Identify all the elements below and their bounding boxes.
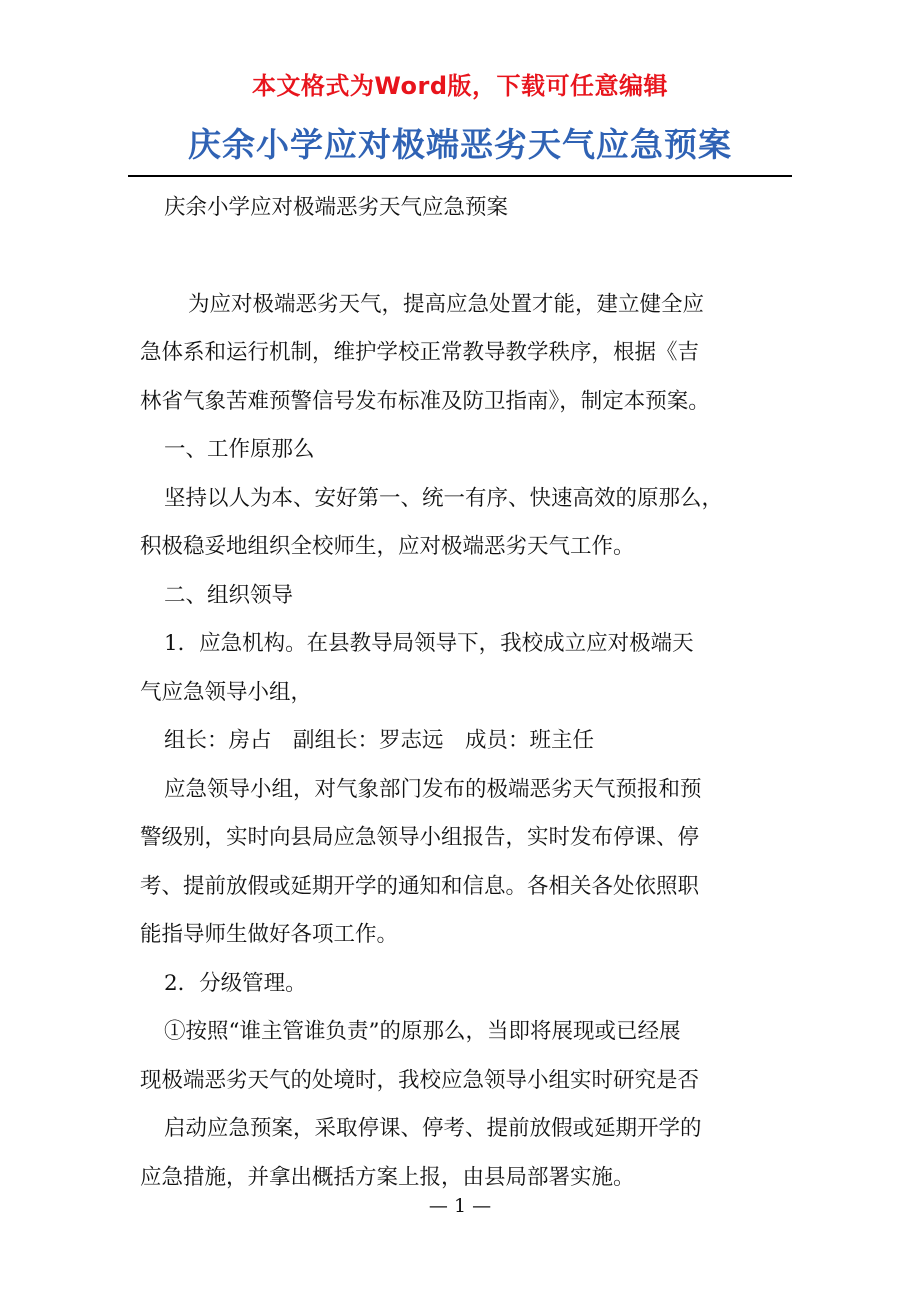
paragraph-line: 警级别，实时向县局应急领导小组报告，实时发布停课、停 xyxy=(140,825,700,850)
title-divider xyxy=(128,175,792,177)
paragraph-line: 应急领导小组，对气象部门发布的极端恶劣天气预报和预 xyxy=(164,776,702,802)
blank-line xyxy=(140,233,792,281)
page-number: — 1 — xyxy=(428,1195,492,1217)
paragraph-line: 能指导师生做好各项工作。 xyxy=(140,922,399,947)
paragraph-line: 组长：房占 副组长：罗志远 成员：班主任 xyxy=(164,728,595,753)
paragraph-line: 为应对极端恶劣天气，提高应急处置才能，建立健全应 xyxy=(188,291,705,317)
paragraph-line: 1．应急机构。在县教导局领导下，我校成立应对极端天 xyxy=(164,631,694,656)
paragraph-line: 现极端恶劣天气的处境时，我校应急领导小组实时研究是否 xyxy=(140,1067,700,1093)
paragraph-line: 积极稳妥地组织全校师生，应对极端恶劣天气工作。 xyxy=(140,534,635,559)
section-heading: 二、组织领导 xyxy=(164,582,294,608)
paragraph-line: ①按照“谁主管谁负责”的原那么，当即将展现或已经展 xyxy=(164,1019,681,1044)
paragraph-line: 启动应急预案，采取停课、停考、提前放假或延期开学的 xyxy=(164,1116,702,1141)
document-body xyxy=(140,184,792,1202)
paragraph-line: 考、提前放假或延期开学的通知和信息。各相关各处依照职 xyxy=(140,873,700,899)
paragraph-line: 坚持以人为本、安好第一、统一有序、快速高效的原那么， xyxy=(164,485,724,511)
paragraph-line: 气应急领导小组， xyxy=(140,679,313,705)
document-title: 庆余小学应对极端恶劣天气应急预案 xyxy=(188,125,732,164)
paragraph-line: 林省气象苦难预警信号发布标准及防卫指南》，制定本预案。 xyxy=(140,388,710,414)
paragraph-line: 应急措施，并拿出概括方案上报，由县局部署实施。 xyxy=(140,1164,635,1190)
paragraph-line: 2．分级管理。 xyxy=(164,970,307,996)
paragraph-line: 急体系和运行机制，维护学校正常教导教学秩序，根据《吉 xyxy=(140,340,700,365)
section-heading: 一、工作原那么 xyxy=(164,437,315,462)
word-format-banner: 本文格式为Word版，下载可任意编辑 xyxy=(251,72,669,100)
body-subtitle: 庆余小学应对极端恶劣天气应急预案 xyxy=(164,195,509,220)
